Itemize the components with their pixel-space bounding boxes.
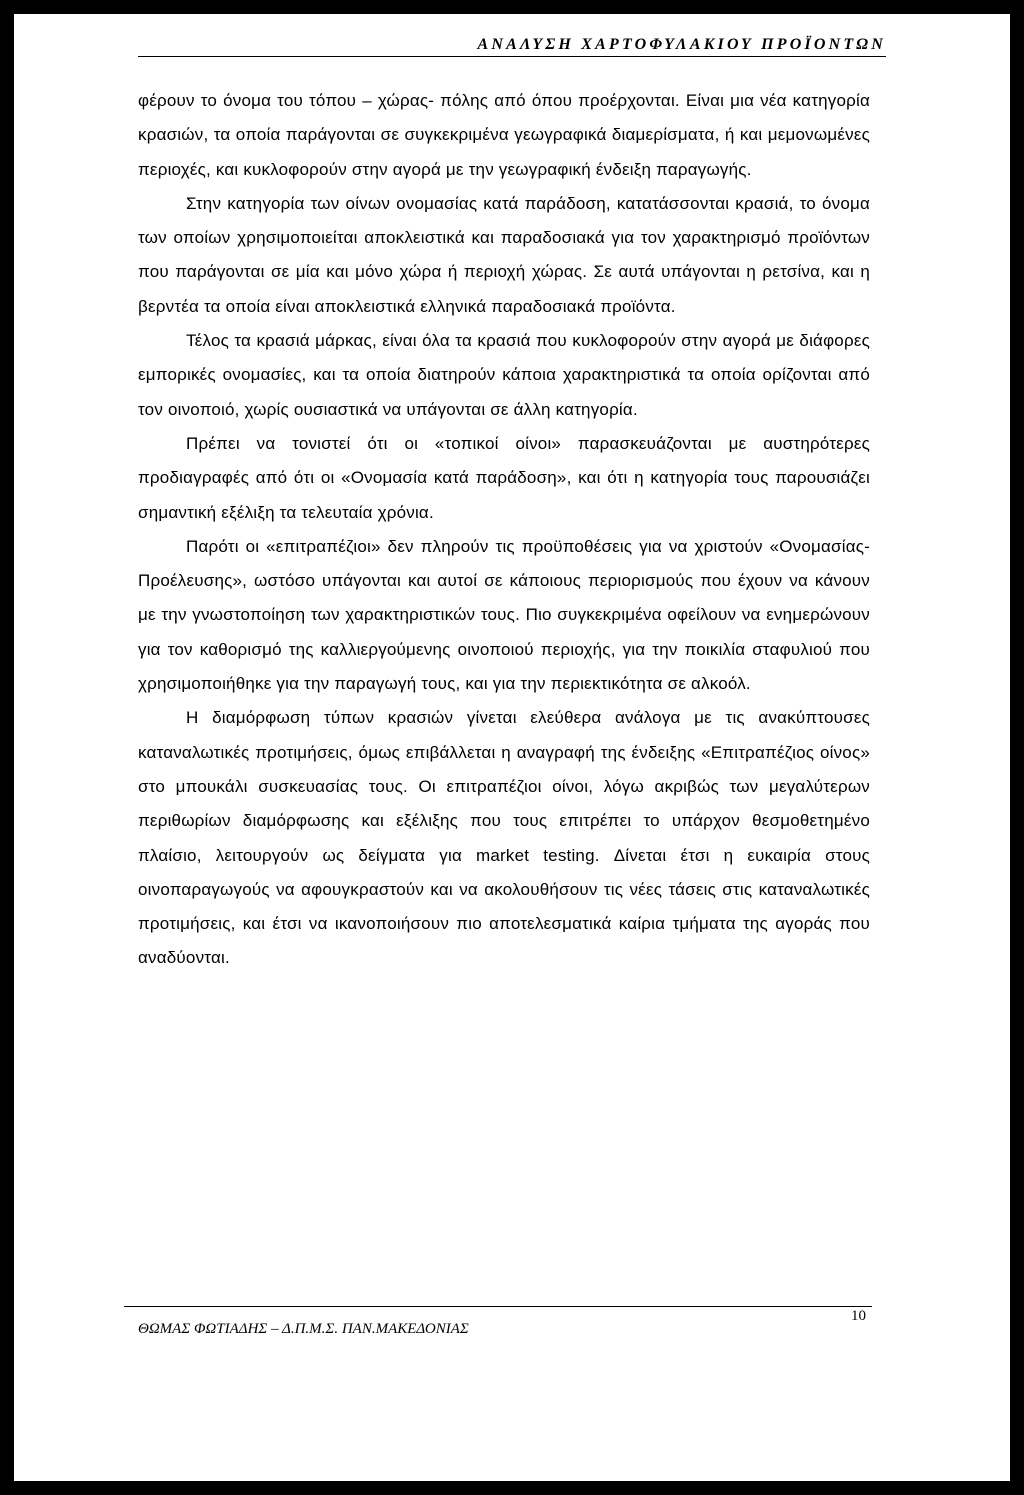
- body-text: [138, 84, 870, 976]
- page-number: 10: [851, 1308, 866, 1324]
- paragraph-5: Παρότι οι «επιτραπέζιοι» δεν πληρούν τις προϋποθέσεις για να χριστούν «Ονομασίας- Προέλευσης», ωστόσο υπάγονται και αυτοί σε κάποιους περιορισμούς που έχουν να κάνουν με την γνωστοποίηση των χαρακτηριστικών τους. Πιο συγκεκριμένα οφείλουν να ενημερώνουν για τον καθορισμό της καλλιεργούμενης οινοποιού περιοχής, για την ποικιλία σταφυλιού που χρησιμοποιήθηκε για την παραγωγή τους, και για την περιεκτικότητα σε αλκοόλ.: [138, 536, 870, 694]
- footer-author: ΘΩΜΑΣ ΦΩΤΙΑΔΗΣ – Δ.Π.Μ.Σ. ΠΑΝ.ΜΑΚΕΔΟΝΙΑΣ: [138, 1321, 469, 1337]
- paragraph-4: Πρέπει να τονιστεί ότι οι «τοπικοί οίνοι» παρασκευάζονται με αυστηρότερες προδιαγραφές από ότι οι «Ονομασία κατά παράδοση», και ότι η κατηγορία τους παρουσιάζει σημαντική εξέλιξη τα τελευταία χρόνια.: [138, 433, 870, 522]
- paragraph-1: φέρουν το όνομα του τόπου – χώρας- πόλης από όπου προέρχονται. Είναι μια νέα κατηγορία κρασιών, τα οποία παράγονται σε συγκεκριμένα γεωγραφικά διαμερίσματα, ή και μεμονωμένες περιοχές, και κυκλοφορούν στην αγορά με την γεωγραφική ένδειξη παραγωγής.: [138, 91, 870, 179]
- footer: [138, 1308, 872, 1344]
- paragraph-6: Η διαμόρφωση τύπων κρασιών γίνεται ελεύθερα ανάλογα με τις ανακύπτουσες καταναλωτικές προτιμήσεις, όμως επιβάλλεται η αναγραφή της ένδειξης «Επιτραπέζιος οίνος» στο μπουκάλι συσκευασίας τους. Οι επιτραπέζιοι οίνοι, λόγω ακριβώς των μεγαλύτερων περιθωρίων διαμόρφωσης και εξέλιξης που τους επιτρέπει το υπάρχον θεσμοθετημένο πλαίσιο, λειτουργούν ως δείγματα για market testing. Δίνεται έτσι η ευκαιρία στους οινοπαραγωγούς να αφουγκραστούν και να ακολουθήσουν τις νέες τάσεις στις καταναλωτικές προτιμήσεις, και έτσι να ικανοποιήσουν πιο αποτελεσματικά καίρια τμήματα της αγοράς που αναδύονται.: [138, 708, 870, 968]
- document-page: [14, 14, 1010, 1481]
- paragraph-2: Στην κατηγορία των οίνων ονομασίας κατά παράδοση, κατατάσσονται κρασιά, το όνομα των οποίων χρησιμοποιείται αποκλειστικά και παραδοσιακά για τον χαρακτηρισμό προϊόντων που παράγονται σε μία και μόνο χώρα ή περιοχή χώρας. Σε αυτά υπάγονται η ρετσίνα, και η βερντέα τα οποία είναι αποκλειστικά ελληνικά παραδοσιακά προϊόντα.: [138, 193, 870, 316]
- footer-rule: [124, 1306, 872, 1307]
- paragraph-3: Τέλος τα κρασιά μάρκας, είναι όλα τα κρασιά που κυκλοφορούν στην αγορά με διάφορες εμπορικές ονομασίες, και τα οποία διατηρούν κάποια χαρακτηριστικά τα οποία ορίζονται από τον οινοποιό, χωρίς ουσιαστικά να υπάγονται σε άλλη κατηγορία.: [138, 331, 870, 419]
- header-rule: [138, 56, 886, 57]
- running-header: ΑΝΑΛΥΣΗ ΧΑΡΤΟΦΥΛΑΚΙΟΥ ΠΡΟΪΟΝΤΩΝ: [477, 36, 886, 53]
